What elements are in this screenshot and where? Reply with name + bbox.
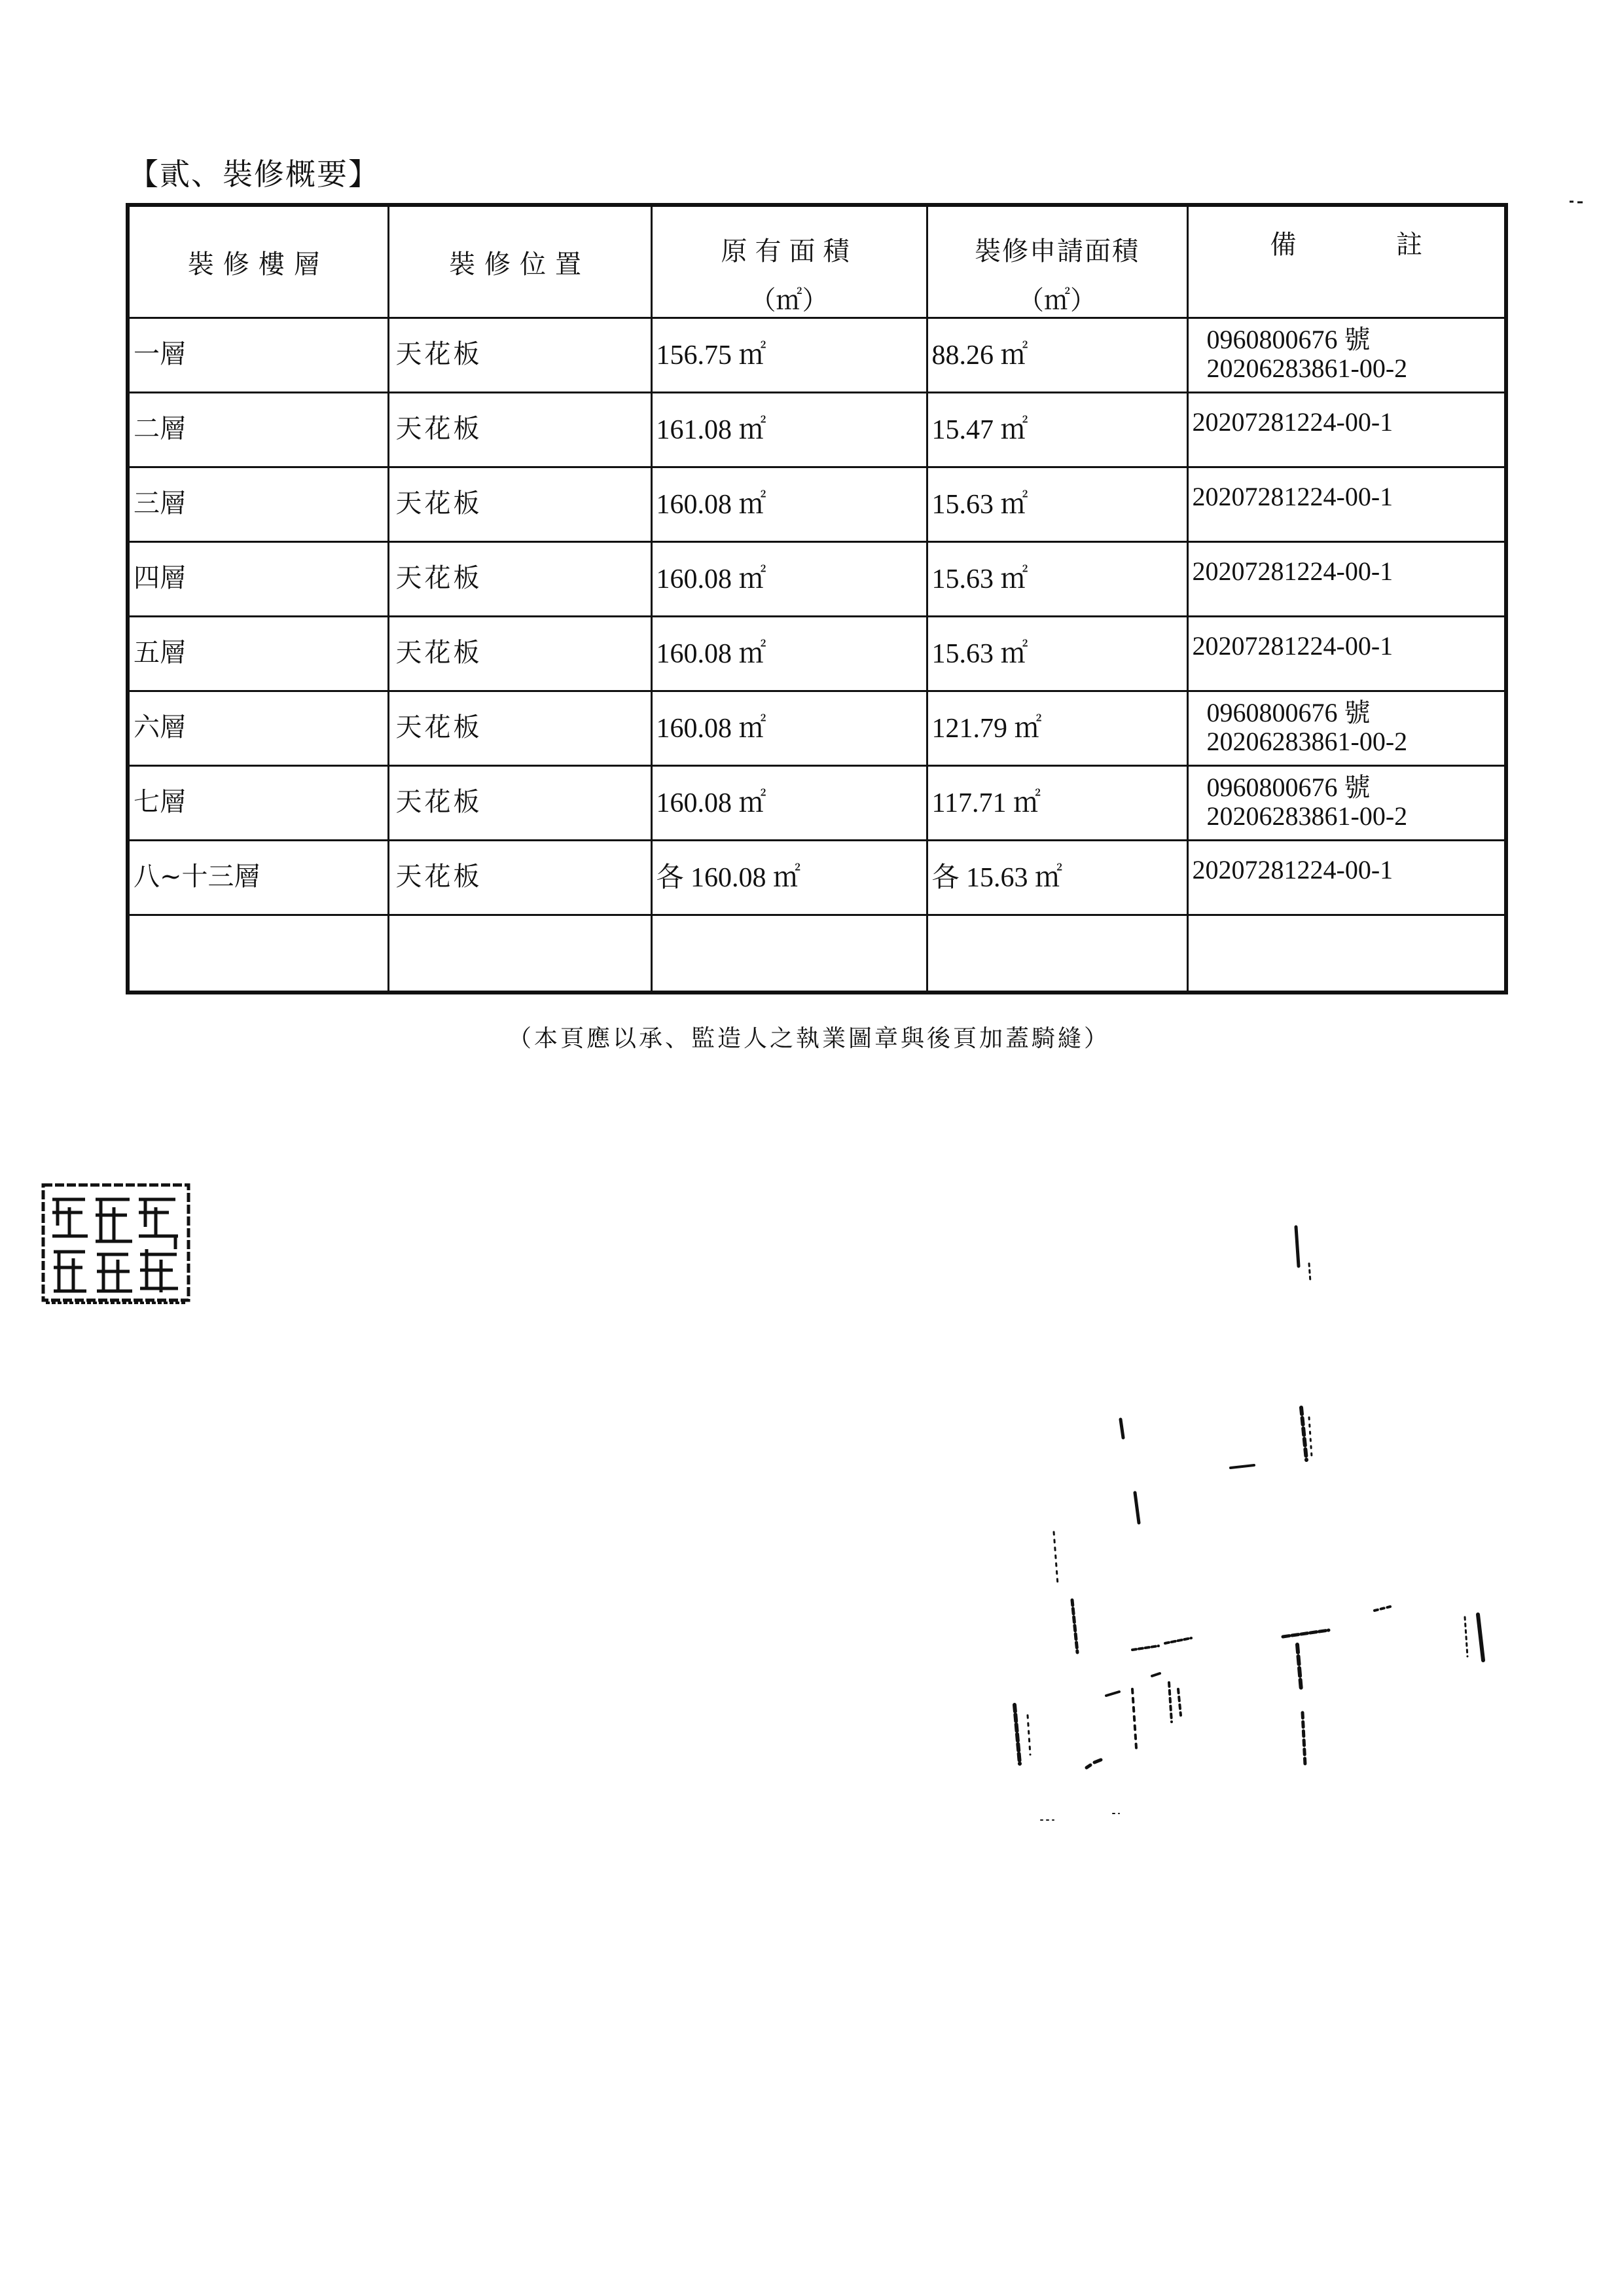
header-original-area-unit: （㎡） [749, 285, 829, 316]
applied-area-cell: 15.47 ㎡ [931, 415, 1028, 445]
header-original-area [651, 205, 927, 318]
scan-speck-mark [1568, 199, 1585, 204]
original-area-cell: 160.08 ㎡ [656, 714, 766, 744]
scan-smudge-marks [916, 1192, 1505, 1879]
floor-cell: 二層 [134, 414, 186, 444]
header-remarks-label: 備 註 [1270, 230, 1423, 260]
floor-cell: 六層 [134, 712, 186, 742]
table-row [128, 542, 1506, 617]
header-applied-area-label: 裝修申請面積 [975, 236, 1140, 266]
renovation-summary-table [126, 203, 1508, 994]
applied-area-cell: 各 15.63 ㎡ [931, 863, 1063, 893]
header-original-area-label: 原有面積 [721, 236, 857, 266]
remark-line-1: 20207281224-00-1 [1192, 855, 1393, 884]
blank-cell [128, 915, 388, 993]
location-cell: 天花板 [395, 414, 482, 444]
blank-cell [927, 915, 1187, 993]
original-area-cell: 160.08 ㎡ [656, 788, 766, 818]
applied-area-cell: 15.63 ㎡ [931, 639, 1028, 669]
blank-cell [388, 915, 651, 993]
floor-cell: 八~十三層 [134, 862, 261, 892]
location-cell: 天花板 [395, 563, 482, 593]
remark-line-1: 0960800676 號 [1206, 698, 1371, 727]
floor-cell: 四層 [134, 563, 186, 593]
header-remarks [1187, 205, 1506, 318]
location-cell: 天花板 [395, 787, 482, 817]
table-row [128, 617, 1506, 691]
original-area-cell: 160.08 ㎡ [656, 490, 766, 520]
table-header-row [128, 205, 1506, 318]
remark-line-1: 20207281224-00-1 [1192, 482, 1393, 511]
applied-area-cell: 88.26 ㎡ [931, 340, 1028, 371]
remark-line-1: 0960800676 號 [1206, 773, 1371, 802]
applied-area-cell: 121.79 ㎡ [931, 714, 1042, 744]
original-area-cell: 161.08 ㎡ [656, 415, 766, 445]
remark-line-1: 20207281224-00-1 [1192, 556, 1393, 586]
floor-cell: 七層 [134, 787, 186, 817]
table-row [128, 766, 1506, 841]
location-cell: 天花板 [395, 712, 482, 742]
blank-cell [651, 915, 927, 993]
table-row [128, 318, 1506, 393]
header-applied-area-unit: （㎡） [1018, 285, 1096, 316]
remark-line-2: 20206283861-00-2 [1206, 354, 1408, 383]
applied-area-cell: 15.63 ㎡ [931, 490, 1028, 520]
original-area-cell: 160.08 ㎡ [656, 564, 766, 594]
floor-cell: 三層 [134, 488, 186, 519]
applied-area-cell: 15.63 ㎡ [931, 564, 1028, 594]
location-cell: 天花板 [395, 339, 482, 369]
section-title: 【貳、裝修概要】 [128, 156, 380, 192]
table-row [128, 691, 1506, 766]
table-row [128, 841, 1506, 915]
remark-line-1: 0960800676 號 [1206, 325, 1371, 354]
table-row-blank [128, 915, 1506, 993]
original-area-cell: 156.75 ㎡ [656, 340, 766, 371]
remark-line-1: 20207281224-00-1 [1192, 631, 1393, 661]
floor-cell: 一層 [134, 339, 186, 369]
footer-note: （本頁應以承、監造人之執業圖章與後頁加蓋騎縫） [507, 1025, 1110, 1052]
original-area-cell: 各 160.08 ㎡ [656, 863, 801, 893]
remark-line-2: 20206283861-00-2 [1206, 727, 1408, 756]
header-floor: 裝修樓層 [128, 205, 388, 318]
location-cell: 天花板 [395, 862, 482, 892]
original-area-cell: 160.08 ㎡ [656, 639, 766, 669]
table-row [128, 467, 1506, 542]
header-applied-area [927, 205, 1187, 318]
location-cell: 天花板 [395, 488, 482, 519]
blank-cell [1187, 915, 1506, 993]
floor-cell: 五層 [134, 638, 186, 668]
remark-line-2: 20206283861-00-2 [1206, 801, 1408, 831]
remark-line-1: 20207281224-00-1 [1192, 407, 1393, 437]
table-row [128, 393, 1506, 467]
location-cell: 天花板 [395, 638, 482, 668]
architect-seal-stamp [41, 1181, 191, 1307]
header-location: 裝修位置 [388, 205, 651, 318]
applied-area-cell: 117.71 ㎡ [931, 788, 1041, 818]
